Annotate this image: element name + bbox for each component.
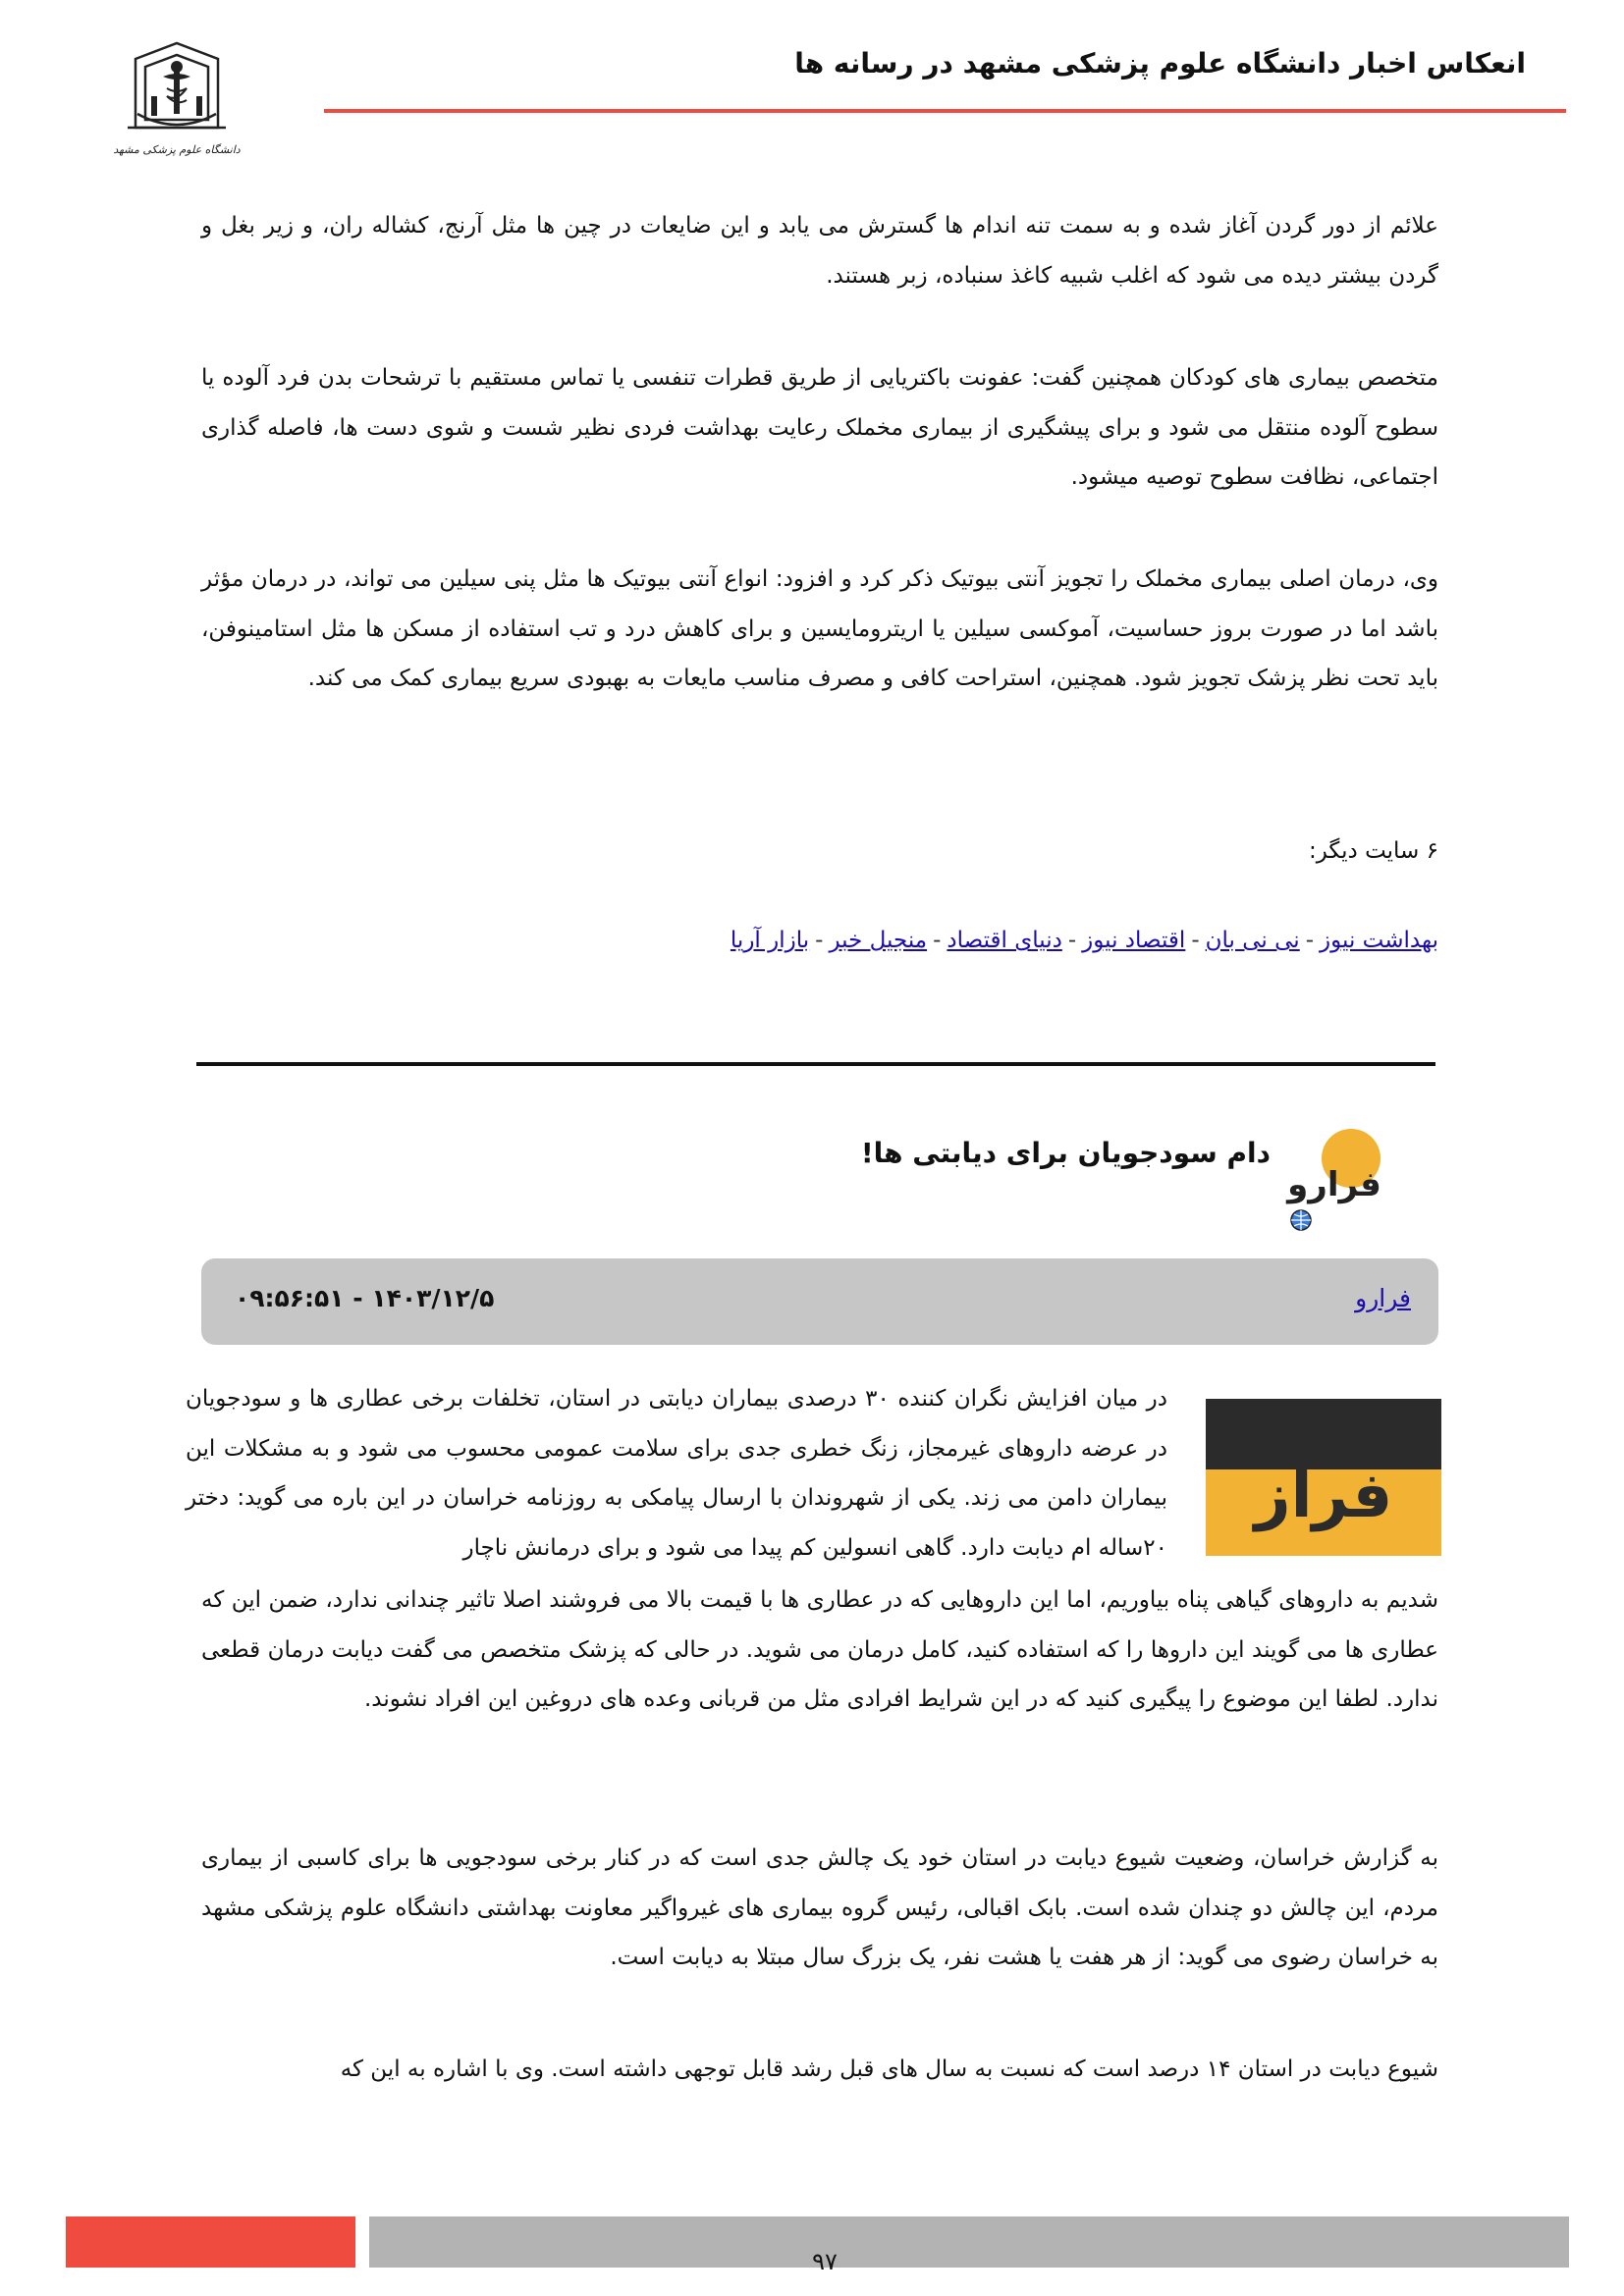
article2-paragraph-1: در میان افزایش نگران کننده ۳۰ درصدی بیماران دیابتی در استان، تخلفات برخی عطاری ها و سودجویان در عرضه داروهای غیرمجاز، زنگ خطری جدی برای سلامت عمومی محسوب می شود و به مشکلات این بیماران دامن می زند. یکی از شهروندان با ارسال پیامکی به روزنامه خراسان در این باره می گوید: دختر ۲۰ساله ام دیابت دارد. گاهی انسولین کم پیدا می شود و برای درمانش ناچار <box>186 1386 1168 1561</box>
site-link[interactable]: بازار آریا <box>730 928 810 953</box>
news-title: دام سودجویان برای دیابتی ها! <box>860 1137 1271 1169</box>
other-sites-label: ۶ سایت دیگر: <box>1308 838 1438 864</box>
site-link[interactable]: نی نی بان <box>1205 928 1300 953</box>
article1-paragraph-3: وی، درمان اصلی بیماری مخملک را تجویز آنتی بیوتیک ذکر کرد و افزود: انواع آنتی بیوتیک ها مثل پنی سیلین می تواند، در درمان مؤثر باشد اما در صورت بروز حساسیت، آموکسی سیلین یا اریترومایسین و برای کاهش درد و تب استفاده از مسکن ها مثل استامینوفن، باید تحت نظر پزشک تجویز شود. همچنین، استراحت کافی و مصرف مناسب مایعات به بهبودی سریع بیماری کمک می کند. <box>201 566 1438 692</box>
thumbnail-text: فراز <box>1254 1460 1393 1532</box>
page-number: ۹۷ <box>812 2248 838 2275</box>
section-divider <box>196 1062 1435 1066</box>
link-separator: - <box>1305 928 1315 953</box>
news-thumbnail <box>1206 1369 1441 1556</box>
news-meta-bar <box>201 1258 1438 1345</box>
article1-paragraph-1: علائم از دور گردن آغاز شده و به سمت تنه اندام ها گسترش می یابد و این ضایعات در چین ها مثل آرنج، کشاله ران، و زیر بغل و گردن بیشتر دیده می شود که اغلب شبیه کاغذ سنباده، زبر هستند. <box>201 213 1438 289</box>
globe-icon <box>1291 1210 1311 1230</box>
article2-paragraph-2: به گزارش خراسان، وضعیت شیوع دیابت در استان خود یک چالش جدی است که در کنار برخی سودجویی ها برای کاسبی از بیماری مردم، این چالش دو چندان شده است. بابک اقبالی، رئیس گروه بیماری های غیرواگیر معاونت بهداشتی دانشگاه علوم پزشکی مشهد به خراسان رضوی می گوید: از هر هفت یا هشت نفر، یک بزرگ سال مبتلا به دیابت است. <box>201 1845 1438 1971</box>
site-link[interactable]: منجیل خبر <box>829 928 928 953</box>
link-separator: - <box>1191 928 1200 953</box>
article1-paragraph-2: متخصص بیماری های کودکان همچنین گفت: عفونت باکتریایی از طریق قطرات تنفسی یا تماس مستقیم با ترشحات بدن فرد آلوده یا سطوح آلوده منتقل می شود و برای پیشگیری از بیماری مخملک رعایت بهداشت فردی نظیر شست و شوی دست ها، فاصله گذاری اجتماعی، نظافت سطوح توصیه میشود. <box>201 365 1438 491</box>
news-source-link[interactable]: فرارو <box>1355 1284 1411 1312</box>
site-link[interactable]: بهداشت نیوز <box>1320 928 1438 953</box>
site-link[interactable]: اقتصاد نیوز <box>1082 928 1186 953</box>
link-separator: - <box>933 928 942 953</box>
article2-paragraph-1-continued: شدیم به داروهای گیاهی پناه بیاوریم، اما این داروهایی که در عطاری ها با قیمت بالا می فروشند اصلا تاثیر چندانی ندارد، ضمن این که عطاری ها می گویند این داروها را که استفاده کنید، کامل درمان می شوید. در حالی که پزشک متخصص می گفت دیابت درمان قطعی ندارد. لطفا این موضوع را پیگیری کنید که در این شرایط افرادی مثل من قربانی وعده های دروغین این افراد نشوند. <box>201 1587 1438 1713</box>
source-logo-text: فرارو <box>1287 1165 1381 1204</box>
page-title: انعکاس اخبار دانشگاه علوم پزشکی مشهد در رسانه ها <box>794 47 1526 80</box>
header-rule <box>324 109 1566 113</box>
other-sites-links <box>201 916 1438 966</box>
link-separator: - <box>1067 928 1077 953</box>
article2-paragraph-3: شیوع دیابت در استان ۱۴ درصد است که نسبت به سال های قبل رشد قابل توجهی داشته است. وی با اشاره به این که <box>340 2056 1438 2082</box>
news-datetime: ۱۴۰۳/۱۲/۵ - ۰۹:۵۶:۵۱ <box>235 1284 495 1312</box>
footer-gray-bar <box>369 2216 1569 2268</box>
logo-caption: دانشگاه علوم پزشکی مشهد <box>113 143 241 156</box>
link-separator: - <box>815 928 824 953</box>
source-logo <box>1280 1119 1388 1237</box>
footer-red-bar <box>66 2216 355 2268</box>
university-logo <box>108 37 245 165</box>
site-link[interactable]: دنیای اقتصاد <box>947 928 1062 953</box>
